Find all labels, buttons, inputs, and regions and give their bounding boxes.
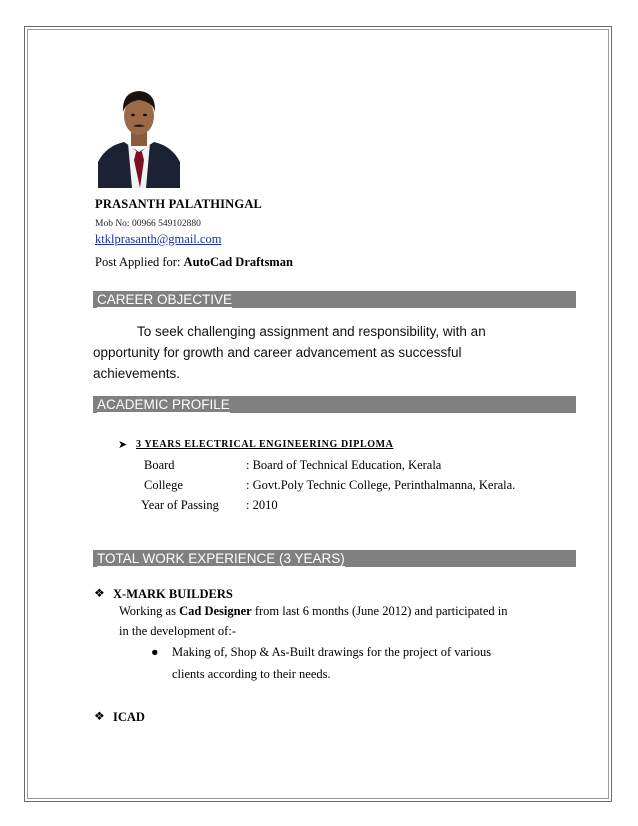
academic-row-label: College (144, 478, 183, 492)
section-heading: CAREER OBJECTIVE (97, 292, 233, 307)
academic-row-label: Year of Passing (141, 498, 219, 512)
post-value: AutoCad Draftsman (183, 255, 293, 269)
email-link[interactable]: ktklprasanth@gmail.com (95, 232, 222, 246)
job-description-line-1 (119, 604, 508, 619)
academic-row-value: : 2010 (246, 498, 278, 512)
objective-line-1: To seek challenging assignment and responsibility, with an (137, 324, 486, 339)
arrow-bullet-icon: ➤ (118, 439, 128, 451)
academic-row-value: : Govt.Poly Technic College, Perinthalmanna, Kerala. (246, 478, 516, 492)
academic-row-value: : Board of Technical Education, Kerala (246, 458, 442, 472)
dot-bullet-icon: ● (151, 645, 159, 659)
section-career-objective (93, 291, 576, 308)
section-heading: ACADEMIC PROFILE (97, 397, 230, 412)
job-bullet-line-1: Making of, Shop & As-Built drawings for the project of various (172, 645, 492, 659)
academic-row-label: Board (144, 458, 175, 472)
post-applied (95, 255, 293, 270)
job-role: Cad Designer (179, 604, 252, 618)
mobile-number: Mob No: 00966 549102880 (95, 219, 201, 229)
section-work-experience (93, 550, 576, 567)
profile-photo (98, 80, 180, 188)
candidate-name: PRASANTH PALATHINGAL (95, 197, 263, 211)
objective-line-3: achievements. (93, 366, 181, 381)
section-academic-profile (93, 396, 576, 413)
objective-line-2: opportunity for growth and career advancement as successful (93, 345, 462, 360)
section-heading: TOTAL WORK EXPERIENCE (3 YEARS) (97, 551, 345, 566)
diamond-bullet-icon: ❖ (94, 709, 105, 723)
company-name: X-MARK BUILDERS (113, 587, 233, 601)
job-description-line-2: in the development of:- (119, 624, 236, 638)
post-label: Post Applied for: (95, 255, 184, 269)
company-name: ICAD (113, 710, 145, 724)
qualification-title: 3 YEARS ELECTRICAL ENGINEERING DIPLOMA (136, 439, 394, 450)
job-line-suffix: from last 6 months (June 2012) and participated in (251, 604, 508, 618)
job-line-prefix: Working as (119, 604, 180, 618)
job-bullet-line-2: clients according to their needs. (172, 667, 331, 681)
diamond-bullet-icon: ❖ (94, 586, 105, 600)
